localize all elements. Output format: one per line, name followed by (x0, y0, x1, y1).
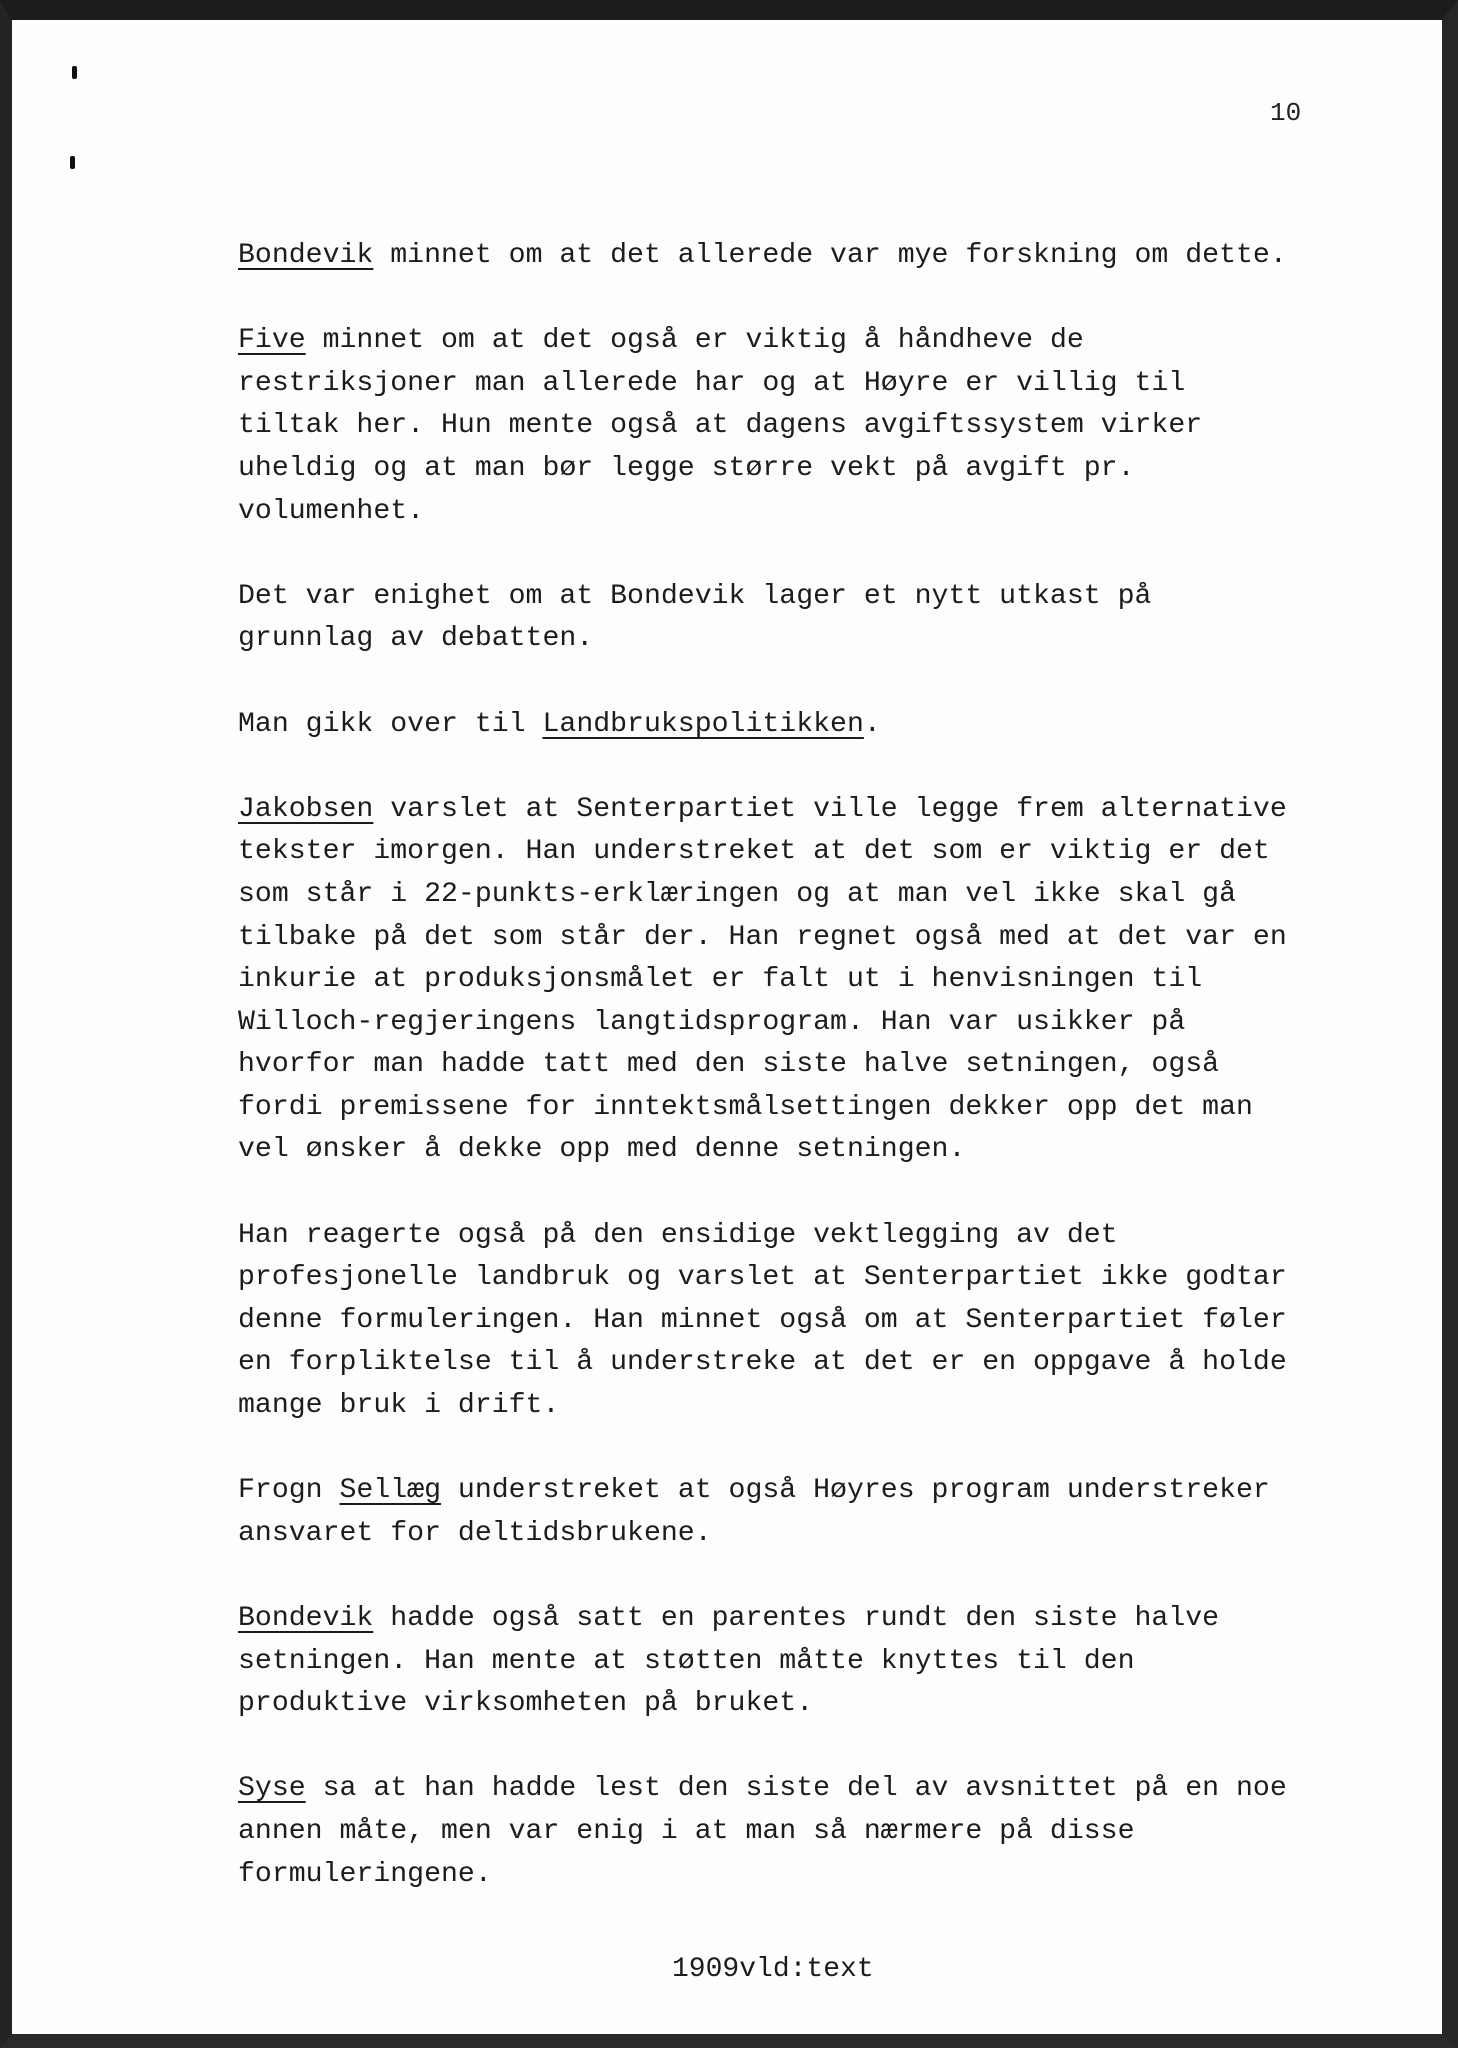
text-line (238, 789, 1348, 832)
paragraph (238, 576, 1348, 661)
paragraph (238, 235, 1348, 278)
text-run: Frogn (238, 1475, 340, 1507)
text-run: ansvaret for deltidsbrukene. (238, 1517, 712, 1549)
text-run: volumenhet. (238, 495, 425, 527)
text-line (238, 874, 1348, 917)
underlined-term: Bondevik (238, 240, 374, 271)
text-line (238, 1811, 1348, 1854)
page-number: 10 (1270, 98, 1302, 128)
text-line (238, 235, 1348, 278)
text-run: vel ønsker å dekke opp med denne setningen. (238, 1134, 966, 1166)
punch-mark (72, 66, 77, 79)
paragraph (238, 1470, 1348, 1555)
punch-mark (70, 156, 75, 169)
text-run: Man gikk over til (238, 708, 543, 740)
text-line (238, 1641, 1348, 1684)
underlined-term: Jakobsen (238, 793, 374, 825)
underlined-term: Syse (238, 1773, 306, 1805)
text-run: varslet at Senterpartiet ville legge frem alternative (373, 793, 1287, 825)
text-line (238, 491, 1348, 534)
text-line (238, 1768, 1348, 1811)
text-run: en forpliktelse til å understreke at det er en oppgave å holde (238, 1347, 1287, 1379)
paragraph (238, 789, 1348, 1172)
text-line (238, 831, 1348, 874)
text-line (238, 1598, 1348, 1641)
text-run: sa at han hadde lest den siste del av avsnittet på en noe (305, 1773, 1287, 1805)
text-line (238, 320, 1348, 363)
text-run: tekster imorgen. Han understreket at det som er viktig er det (238, 836, 1270, 868)
text-run: restriksjoner man allerede har og at Høyre er villig til (238, 367, 1186, 399)
text-line (238, 1257, 1348, 1300)
text-run: minnet om at det allerede var mye forskning om dette. (373, 240, 1287, 271)
text-line (238, 1215, 1348, 1258)
text-line (238, 1129, 1348, 1172)
text-run: setningen. Han mente at støtten måtte knyttes til den (238, 1645, 1135, 1677)
text-run: Willoch-regjeringens langtidsprogram. Han var usikker på (238, 1006, 1186, 1038)
text-line (238, 1087, 1348, 1130)
document-body (238, 235, 1348, 1939)
text-run: produktive virksomheten på bruket. (238, 1688, 814, 1720)
text-line (238, 1002, 1348, 1045)
text-line (238, 959, 1348, 1002)
text-line (238, 448, 1348, 491)
text-line (238, 1342, 1348, 1385)
text-line (238, 1470, 1348, 1513)
text-run: understreket at også Høyres program understreker (441, 1475, 1270, 1507)
text-run: uheldig og at man bør legge større vekt på avgift pr. (238, 452, 1135, 484)
text-run: . (863, 708, 881, 740)
document-footer: 1909vld:text (672, 1954, 874, 1985)
text-run: annen måte, men var enig i at man så nærmere på disse (238, 1815, 1135, 1847)
text-run: mange bruk i drift. (238, 1390, 560, 1422)
paragraph (238, 1215, 1348, 1428)
text-run: tilbake på det som står der. Han regnet også med at det var en (238, 921, 1287, 953)
text-line (238, 1044, 1348, 1087)
text-line (238, 704, 1348, 747)
text-run: grunnlag av debatten. (238, 623, 594, 655)
text-line (238, 917, 1348, 960)
text-run: profesjonelle landbruk og varslet at Senterpartiet ikke godtar (238, 1262, 1287, 1294)
text-run: hadde også satt en parentes rundt den siste halve (373, 1603, 1220, 1634)
text-run: minnet om at det også er viktig å håndheve de (305, 325, 1084, 357)
text-run: tiltak her. Hun mente også at dagens avgiftssystem virker (238, 410, 1203, 442)
text-run: formuleringene. (238, 1858, 492, 1890)
text-run: fordi premissene for inntektsmålsettingen dekker opp det man (238, 1091, 1253, 1123)
text-line (238, 1300, 1348, 1343)
text-line (238, 1385, 1348, 1428)
text-line (238, 1854, 1348, 1897)
text-run: inkurie at produksjonsmålet er falt ut i henvisningen til (238, 964, 1203, 996)
text-line (238, 618, 1348, 661)
paragraph (238, 1598, 1348, 1726)
text-run: Det var enighet om at Bondevik lager et nytt utkast på (238, 580, 1152, 612)
underlined-term: Bondevik (238, 1603, 374, 1634)
text-line (238, 405, 1348, 448)
underlined-term: Five (238, 325, 306, 357)
paragraph (238, 704, 1348, 747)
underlined-term: Landbrukspolitikken (542, 708, 864, 740)
underlined-term: Sellæg (339, 1475, 441, 1507)
text-run: Han reagerte også på den ensidige vektlegging av det (238, 1219, 1118, 1251)
text-run: som står i 22-punkts-erklæringen og at man vel ikke skal gå (238, 878, 1236, 910)
paragraph (238, 1768, 1348, 1896)
text-line (238, 576, 1348, 619)
text-run: denne formuleringen. Han minnet også om at Senterpartiet føler (238, 1304, 1287, 1336)
text-line (238, 1683, 1348, 1726)
text-line (238, 363, 1348, 406)
text-line (238, 1513, 1348, 1556)
paragraph (238, 320, 1348, 533)
text-run: hvorfor man hadde tatt med den siste halve setningen, også (238, 1049, 1220, 1081)
